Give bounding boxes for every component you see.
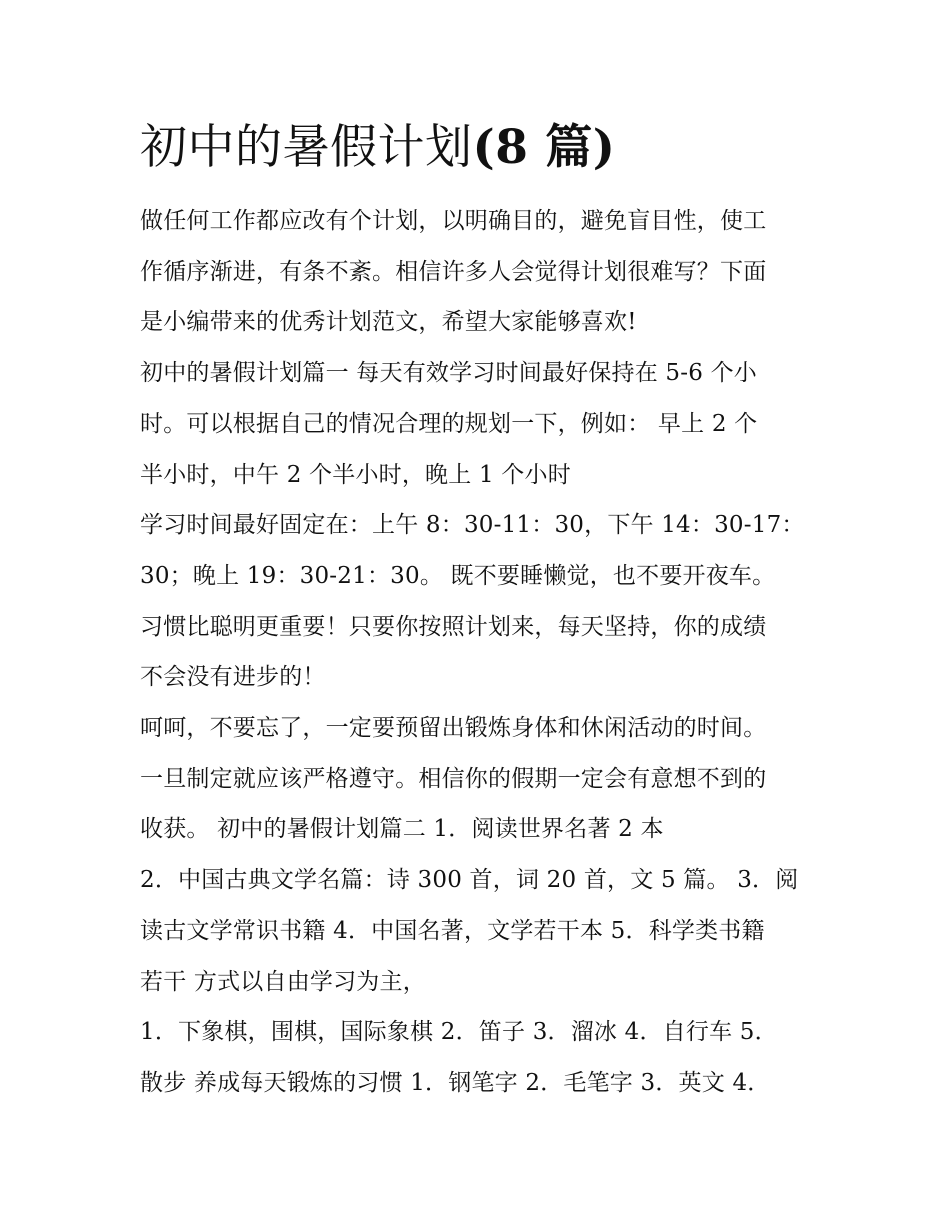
body-line: 收获。 初中的暑假计划篇二 1．阅读世界名著 2 本 <box>140 816 664 843</box>
body-line: 作循序渐进，有条不紊。相信许多人会觉得计划很难写？下面 <box>140 258 767 285</box>
body-line: 1．下象棋，围棋，国际象棋 2．笛子 3．溜冰 4．自行车 5． <box>140 1019 778 1046</box>
body-line: 是小编带来的优秀计划范文，希望大家能够喜欢! <box>140 309 637 336</box>
document-body <box>140 196 820 1109</box>
body-line: 时。可以根据自己的情况合理的规划一下，例如： 早上 2 个 <box>140 410 758 437</box>
body-line: 做任何工作都应改有个计划，以明确目的，避免盲目性，使工 <box>140 208 767 234</box>
body-line: 呵呵，不要忘了，一定要预留出锻炼身体和休闲活动的时间。 <box>140 715 767 742</box>
body-line: 初中的暑假计划篇一 每天有效学习时间最好保持在 5-6 个小 <box>140 360 757 387</box>
body-line: 不会没有进步的！ <box>140 664 326 691</box>
body-line: 习惯比聪明更重要！只要你按照计划来，每天坚持，你的成绩 <box>140 613 767 640</box>
body-line: 半小时，中午 2 个半小时，晚上 1 个小时 <box>140 461 571 488</box>
body-line: 30；晚上 19：30-21：30。 既不要睡懒觉，也不要开夜车。 <box>140 562 776 589</box>
document-title-main: 初中的暑假计划 <box>140 120 473 175</box>
document-title <box>140 116 820 180</box>
document-title-suffix: (8 篇) <box>472 120 616 175</box>
body-line: 2．中国古典文学名篇：诗 300 首，词 20 首，文 5 篇。 3．阅 <box>140 867 799 894</box>
body-line: 若干 方式以自由学习为主， <box>140 968 426 995</box>
body-line: 散步 养成每天锻炼的习惯 1．钢笔字 2．毛笔字 3．英文 4． <box>140 1069 771 1096</box>
body-line: 一旦制定就应该严格遵守。相信你的假期一定会有意想不到的 <box>140 765 767 792</box>
body-line: 学习时间最好固定在：上午 8：30-11：30，下午 14：30-17： <box>140 512 805 539</box>
document-page <box>140 116 820 1109</box>
body-line: 读古文学常识书籍 4．中国名著，文学若干本 5．科学类书籍 <box>140 917 765 944</box>
